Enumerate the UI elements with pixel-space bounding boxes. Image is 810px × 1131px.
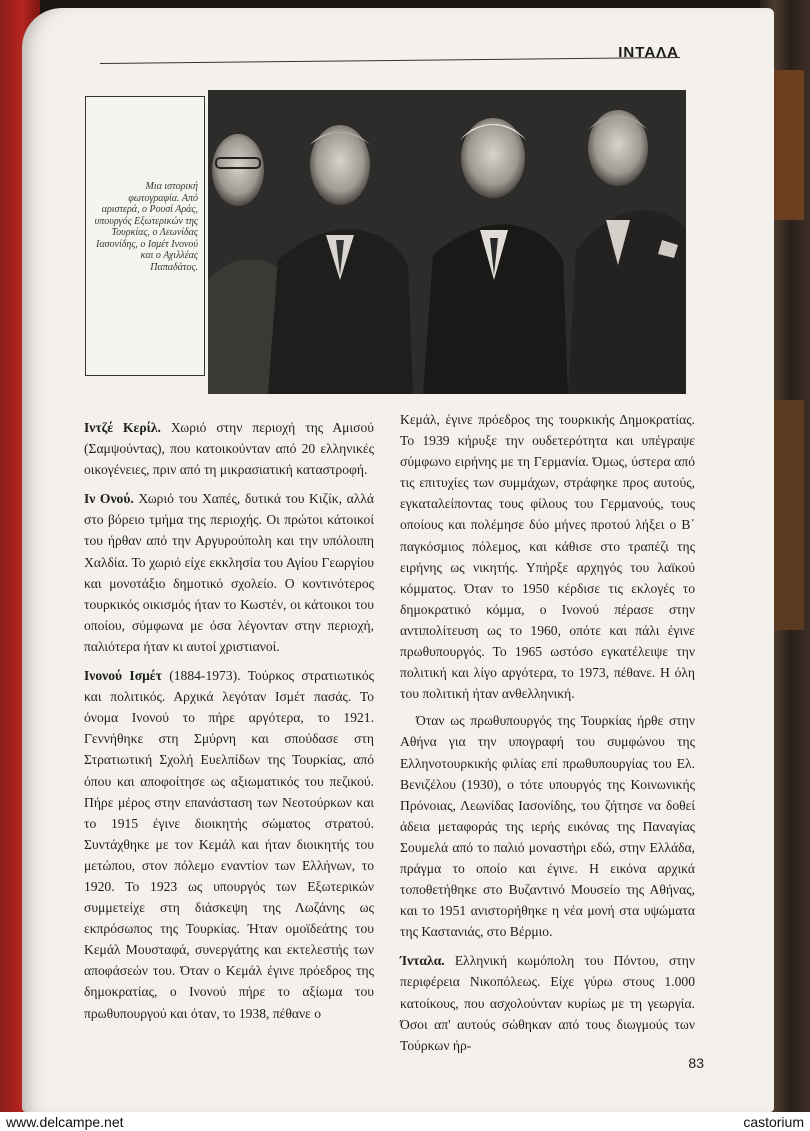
- entry-heading: Ινονού Ισμέτ: [84, 668, 162, 684]
- header-rule: [100, 57, 680, 64]
- photo-caption-box: [85, 96, 205, 376]
- entry-heading: Ιντζέ Κερίλ.: [84, 420, 161, 435]
- photograph-image: [208, 90, 686, 394]
- watermark-bar: [0, 1112, 810, 1131]
- entry-body: (1884-1973). Τούρκος στρατιωτικός και πολιτικός. Αρχικά λεγόταν Ισμέτ πασάς. Το όνομα Ινονού το πήρε αργότερα, το 1921. Γεννήθηκε στη Σμύρνη και σπούδασε στη Στρατιωτική Σχολή Ευελπίδων της Τουρκίας, από όπου και αποφοίτησε ως αξιωματικός του πεζικού. Πήρε μέρος στην επανάσταση των Νεοτούρκων και το 1915 έγινε διοικητής σώματος στρατού. Συντάχθηκε με τον Κεμάλ και ήταν διοικητής του μετώπου, στον πόλεμο εναντίον των Ελλήνων, το 1920. Το 1923 ως υπουργός των Εξωτερικών συμμετείχε στη διάσκεψη της Λωζάνης ως εκπρόσωπος της Τουρκίας. Ήταν ομοϊδεάτης του Κεμάλ Μουσταφά, συνεργάτης και εκτελεστής των αποφάσεών του. Όταν ο Κεμάλ έγινε πρόεδρος της δημοκρατίας, ο Ινονού πήρε το αξίωμα του πρωθυπουργού και όταν, το 1938, πέθανε ο: [84, 668, 375, 1021]
- entry-body: Χωριό στην περιοχή της Αμισού (Σαμψούντας), που κατοικούνταν από 20 ελληνικές οικογένειες, πριν από τη μικρασιατική καταστροφή.: [84, 420, 374, 478]
- entry-body: Ελληνική κωμόπολη του Πόντου, στην περιφέρεια Νικοπόλεως. Είχε γύρω στους 1.000 κατοίκους, που ασχολούνταν κυρίως με τη γεωργία. Όσοι απ' αυτούς σώθηκαν από τους διωγμούς των Τούρκων ήρ-: [400, 953, 695, 1053]
- paragraph-soumela: Όταν ως πρωθυπουργός της Τουρκίας ήρθε στην Αθήνα για την υπογραφή του συμφώνου της Ελληνοτουρκικής φιλίας επί πρωθυπουργίας του Ελ. Βενιζέλου (1930), ο τότε υπουργός της Κοινωνικής Πρόνοιας, Λεωνίδας Ιασονίδης, του ζήτησε να δοθεί άδεια μεταφοράς της ιερής εικόνας της Παναγίας Σουμελά από το παλιό μοναστήρι εδώ, στην Ελλάδα, πράγμα το οποίο και έγινε. Η εικόνα αρχικά τοποθετήθηκε στο Βυζαντινό Μουσείο της Αθήνας, και το 1951 ανιστορήθηκε η νέα μονή στα υψώματα της Καστανιάς, στο Βέρμιο.: [400, 713, 695, 940]
- photo-caption: Μια ιστορική φωτογραφία. Από αριστερά, ο Ρουσί Αράς, υπουργός Εξωτερικών της Τουρκίας, ο Λεωνίδας Ιασονίδης, ο Ισμέτ Ινονού και ο Αχιλλέας Παπαδάτος.: [94, 181, 198, 273]
- right-text-column: [400, 409, 695, 1064]
- entry-in-onou: [84, 488, 374, 657]
- running-head: ΙΝΤΑΛΑ: [618, 44, 679, 61]
- entry-inonou-ismet: [84, 665, 374, 1024]
- historic-photograph: [208, 90, 686, 394]
- entry-heading: Ιν Ονού.: [84, 491, 134, 507]
- entry-intze-keril: [84, 417, 374, 480]
- entry-body: Χωριό του Χαπές, δυτικά του Κιζίκ, αλλά στο βόρειο τμήμα της περιοχής. Οι πρώτοι κάτοικοί του ήρθαν από την Αργυρούπολη και την υπόλοιπη Χαλδία. Το χωριό είχε εκκλησία του Αγίου Γεωργίου και μονοτάξιο δημοτικό σχολείο. Ο κοντινότερος τουρκικός οικισμός ήταν το Κωστέν, οι κάτοικοι του οποίου, σύμφωνα με όσα λέγονταν στην περιοχή, παλιότερα ήταν κι αυτοί χριστιανοί.: [84, 491, 374, 654]
- watermark-right: castorium: [743, 1114, 804, 1130]
- watermark-left: www.delcampe.net: [6, 1114, 124, 1130]
- book-page: [22, 8, 774, 1112]
- entry-continuation: Κεμάλ, έγινε πρόεδρος της τουρκικής Δημοκρατίας. Το 1939 κήρυξε την ουδετερότητα και υπέγραψε σύμφωνο ειρήνης με τη Γερμανία. Όμως, ύστερα από τις επιτυχίες των συμμάχων, στράφηκε προς αυτούς, εγκαταλείποντας τους φίλους του Γερμανούς, τους οποίους και πολέμησε δύο μήνες προτού λήξει ο Β΄ παγκόσμιος πόλεμος, και κάθισε στο τραπέζι της ειρήνης ως νικητής. Υπήρξε αρχηγός του λαϊκού κόμματος. Όταν το 1950 κέρδισε τις εκλογές το δημοκρατικό κόμμα, ο Ινονού πέρασε στην αντιπολίτευση ως το 1960, οπότε και πάλι έγινε πρωθυπουργός. Το 1965 ωστόσο εγκατέλειψε την πολιτική και λίγο αργότερα, το 1973, πέθανε. Η όλη του πολιτική ήταν ανθελληνική.: [400, 412, 695, 702]
- page-number: 83: [688, 1055, 704, 1071]
- entry-heading: Ίνταλα.: [400, 953, 445, 969]
- entry-intala: [400, 950, 695, 1055]
- left-text-column: [84, 417, 374, 1032]
